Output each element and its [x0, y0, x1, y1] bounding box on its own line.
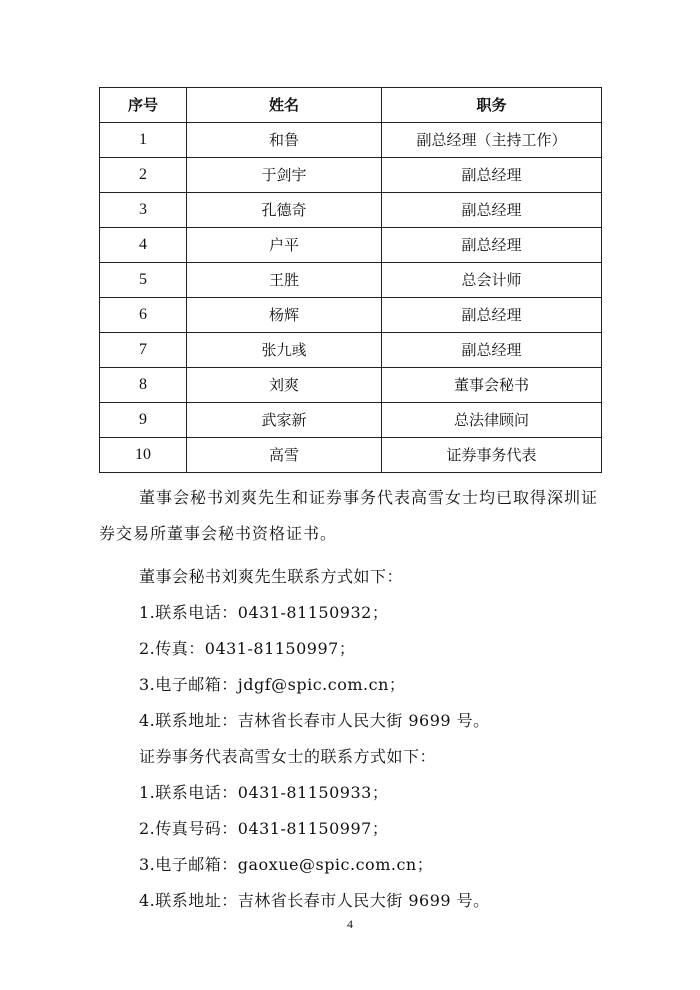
representative-email: 3.电子邮箱：gaoxue@spic.com.cn；	[139, 855, 434, 874]
table-header-row	[100, 88, 602, 123]
table-row	[100, 368, 602, 403]
secretary-fax: 2.传真：0431-81150997；	[139, 639, 356, 658]
table-row	[100, 298, 602, 333]
intro-paragraph: 董事会秘书刘爽先生和证券事务代表高雪女士均已取得深圳证券交易所董事会秘书资格证书。	[99, 488, 599, 543]
row-position: 副总经理	[382, 228, 602, 263]
representative-address: 4.联系地址：吉林省长春市人民大街 9699 号。	[139, 891, 490, 910]
table-row	[100, 438, 602, 473]
representative-heading: 证券事务代表高雪女士的联系方式如下：	[139, 747, 437, 766]
secretary-heading: 董事会秘书刘爽先生联系方式如下：	[139, 567, 404, 586]
row-position: 证券事务代表	[382, 438, 602, 473]
row-name: 王胜	[187, 263, 382, 298]
row-index: 8	[100, 368, 187, 403]
row-position: 董事会秘书	[382, 368, 602, 403]
row-position: 副总经理	[382, 298, 602, 333]
row-index: 1	[100, 123, 187, 158]
secretary-email: 3.电子邮箱：jdgf@spic.com.cn；	[139, 675, 406, 694]
row-index: 10	[100, 438, 187, 473]
row-position: 总会计师	[382, 263, 602, 298]
row-name: 于剑宇	[187, 158, 382, 193]
table-row	[100, 193, 602, 228]
representative-fax: 2.传真号码：0431-81150997；	[139, 819, 389, 838]
row-index: 2	[100, 158, 187, 193]
row-name: 户平	[187, 228, 382, 263]
table-row	[100, 228, 602, 263]
row-name: 张九彧	[187, 333, 382, 368]
row-index: 7	[100, 333, 187, 368]
row-name: 杨辉	[187, 298, 382, 333]
row-index: 9	[100, 403, 187, 438]
row-name: 孔德奇	[187, 193, 382, 228]
row-name: 高雪	[187, 438, 382, 473]
table-row	[100, 123, 602, 158]
page-number: 4	[347, 917, 353, 931]
table-row	[100, 403, 602, 438]
row-index: 5	[100, 263, 187, 298]
row-position: 副总经理	[382, 158, 602, 193]
row-position: 副总经理	[382, 333, 602, 368]
row-name: 和鲁	[187, 123, 382, 158]
table-row	[100, 263, 602, 298]
row-index: 4	[100, 228, 187, 263]
secretary-phone: 1.联系电话：0431-81150932；	[139, 603, 389, 622]
row-name: 武家新	[187, 403, 382, 438]
header-name: 姓名	[187, 88, 382, 123]
representative-phone: 1.联系电话：0431-81150933；	[139, 783, 389, 802]
row-name: 刘爽	[187, 368, 382, 403]
row-index: 6	[100, 298, 187, 333]
row-position: 总法律顾问	[382, 403, 602, 438]
secretary-address: 4.联系地址：吉林省长春市人民大街 9699 号。	[139, 711, 490, 730]
table-row	[100, 333, 602, 368]
row-position: 副总经理	[382, 193, 602, 228]
header-index: 序号	[100, 88, 187, 123]
personnel-table	[99, 87, 602, 473]
row-index: 3	[100, 193, 187, 228]
row-position: 副总经理（主持工作）	[382, 123, 602, 158]
header-position: 职务	[382, 88, 602, 123]
table-row	[100, 158, 602, 193]
